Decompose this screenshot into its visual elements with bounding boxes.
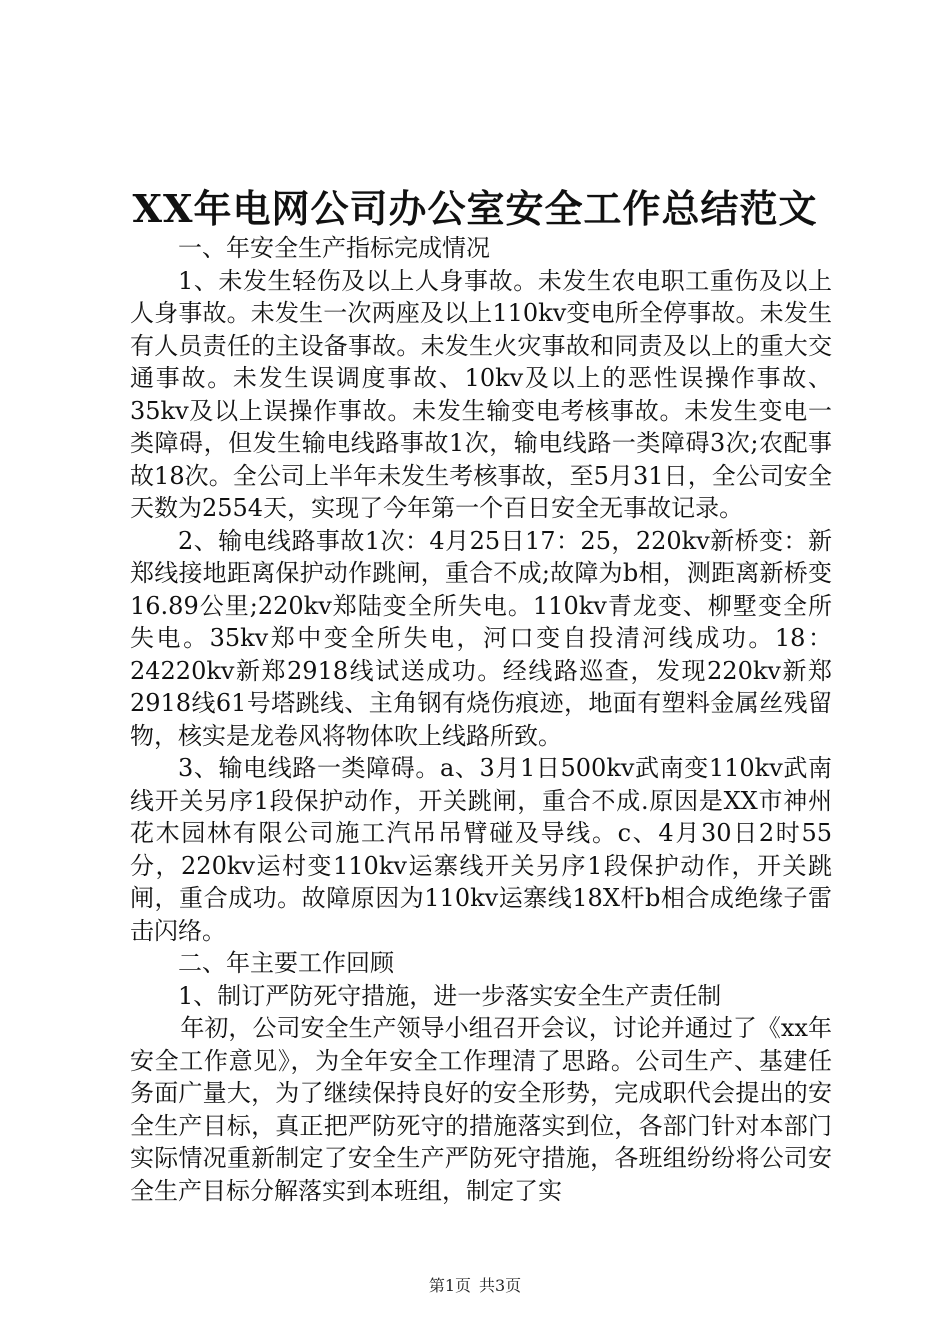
section-heading-1: 一、年安全生产指标完成情况 bbox=[178, 234, 490, 262]
subsection-heading-1: 1、制订严防死守措施，进一步落实安全生产责任制 bbox=[178, 981, 722, 1010]
paragraph-1: 1、未发生轻伤及以上人身事故。未发生农电职工重伤及以上人身事故。未发生一次两座及以上110kv变电所全停事故。未发生有人员责任的主设备事故。未发生火灾事故和同责及以上的重大交通事故。未发生误调度事故、10kv及以上的恶性误操作事故、35kv及以上误操作事故。未发生输变电考核事故。未发生变电一类障碍，但发生输电线路事故1次，输电线路一类障碍3次;农配事故18次。全公司上半年未发生考核事故，至5月31日，全公司安全天数为2554天，实现了今年第一个百日安全无事故记录。 bbox=[130, 266, 832, 522]
document-body bbox=[130, 232, 832, 1207]
page-number: 第1页 bbox=[428, 1276, 471, 1295]
paragraph-2: 2、输电线路事故1次：4月25日17：25，220kv新桥变：新郑线接地距离保护动作跳闸，重合不成;故障为b相，测距离新桥变16.89公里;220kv郑陆变全所失电。110kv青龙变、柳墅变全所失电。35kv郑中变全所失电，河口变自投清河线成功。18：24220kv新郑2918线试送成功。经线路巡查，发现220kv新郑2918线61号塔跳线、主角钢有烧伤痕迹，地面有塑料金属丝残留物，核实是龙卷风将物体吹上线路所致。 bbox=[130, 526, 832, 750]
page-total: 共3页 bbox=[479, 1276, 522, 1295]
paragraph-4: 年初，公司安全生产领导小组召开会议，讨论并通过了《xx年安全工作意见》，为全年安全工作理清了思路。公司生产、基建任务面广量大，为了继续保持良好的安全形势，完成职代会提出的安全生产目标，真正把严防死守的措施落实到位，各部门针对本部门实际情况重新制定了安全生产严防死守措施，各班组纷纷将公司安全生产目标分解落实到本班组，制定了实 bbox=[130, 1014, 832, 1205]
document-title: XX年电网公司办公室安全工作总结范文 bbox=[132, 186, 818, 231]
page-footer bbox=[0, 1276, 950, 1296]
paragraph-3: 3、输电线路一类障碍。a、3月1日500kv武南变110kv武南线开关另序1段保护动作，开关跳闸，重合不成.原因是XX市神州花木园林有限公司施工汽吊吊臂碰及导线。c、4月30日2时55分，220kv运村变110kv运寨线开关另序1段保护动作，开关跳闸，重合成功。故障原因为110kv运寨线18X杆b相合成绝缘子雷击闪络。 bbox=[130, 754, 832, 945]
section-heading-2: 二、年主要工作回顾 bbox=[178, 949, 394, 977]
